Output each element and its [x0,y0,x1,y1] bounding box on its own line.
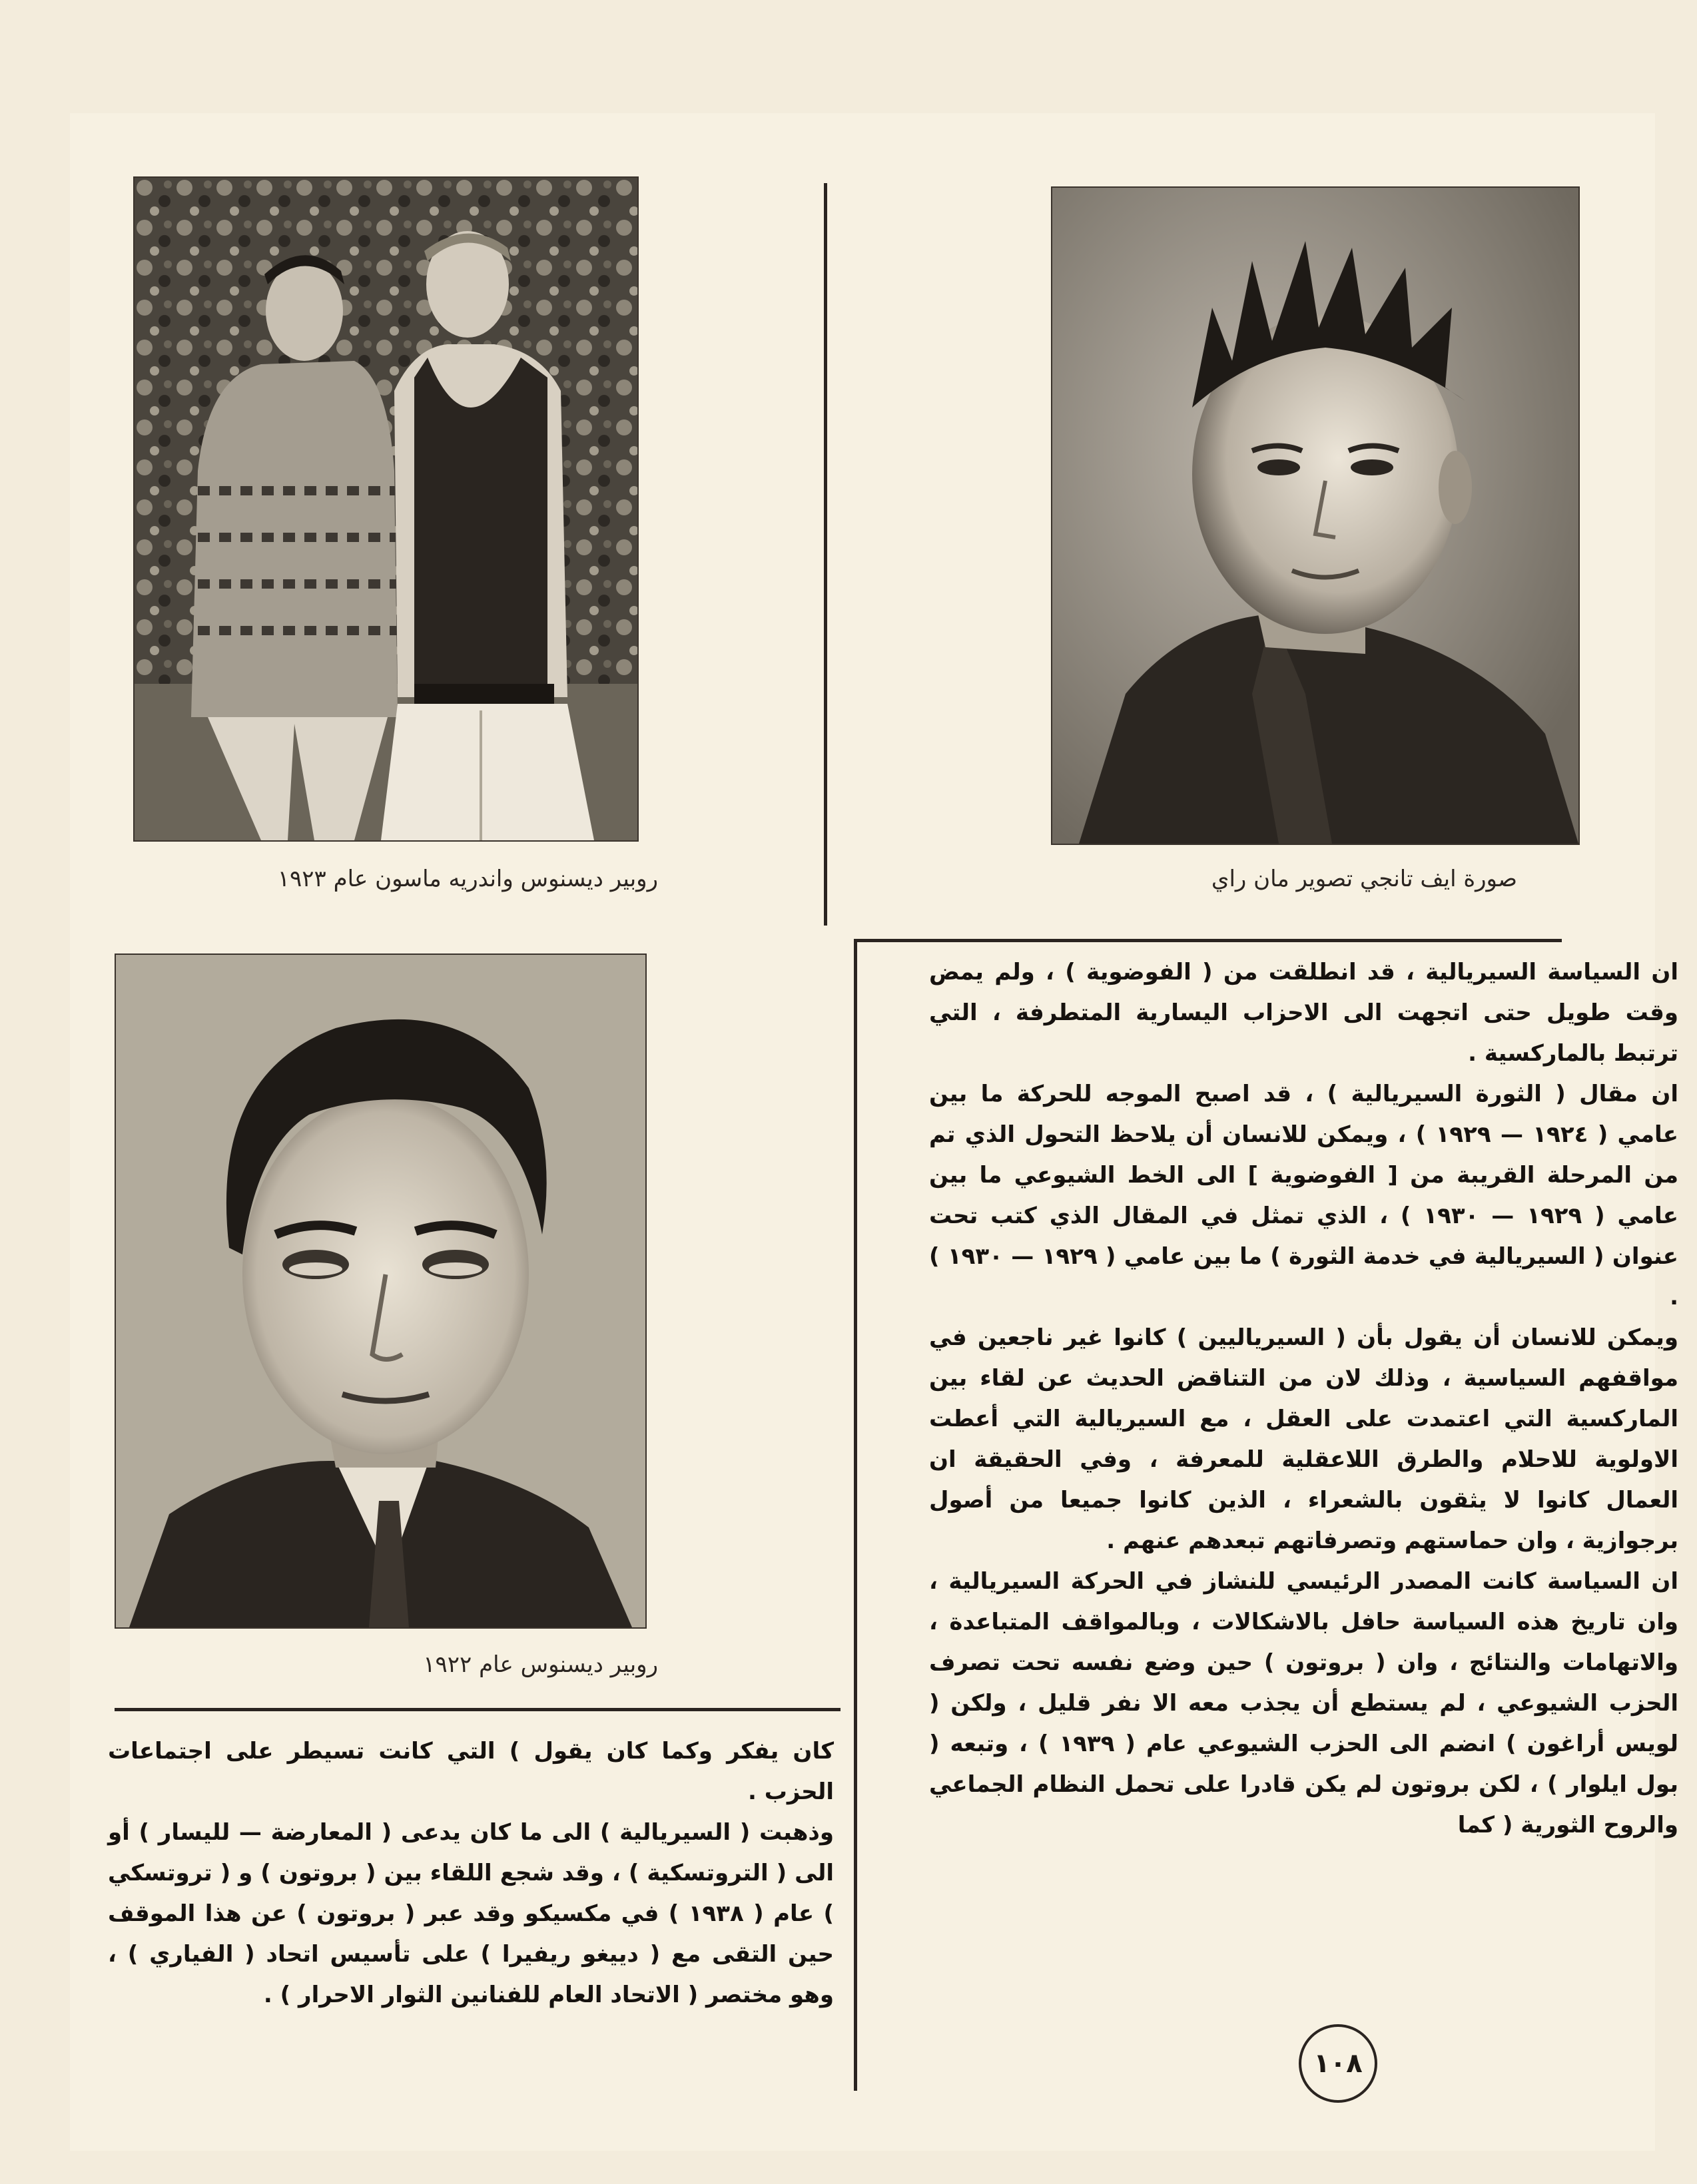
paragraph: وذهبت ( السيريالية ) الى ما كان يدعى ( المعارضة — لليسار ) أو الى ( التروتسكية ) ، وقد شجع اللقاء بين ( بروتون ) و ( تروتسكي ) عام ( ١٩٣٨ ) في مكسيكو وقد عبر ( بروتون ) عن هذا الموقف حين التقى مع ( دييغو ريفيرا ) على تأسيس اتحاد ( الفياري ) ، وهو مختصر ( الاتحاد العام للفنانين الثوار الاحرار ) . [108,1819,835,2008]
photo-desnos-1922-image [116,955,645,1627]
paragraph: ان السياسة كانت المصدر الرئيسي للنشاز في الحركة السيريالية ، وان تاريخ هذه السياسة حافل بالاشكالات ، وبالمواقف المتباعدة ، والاتهامات والنتائج ، وان ( بروتون ) حين وضع نفسه تحت تصرف الحزب الشيوعي ، لم يستطع أن يجذب معه الا نفر قليل ، ولكن ( لويس أراغون ) انضم الى الحزب الشيوعي عام ( ١٩٣٩ ) ، وتبعه ( بول ايلوار ) ، لكن بروتون لم يكن قادرا على تحمل النظام الجماعي والروح الثورية ( كما [929,1568,1678,1838]
caption-tanguy: صورة ايف تانجي تصوير مان راي [1211,866,1517,892]
photo-desnos-masson-image [135,178,637,840]
paragraph: ان السياسة السيريالية ، قد انطلقت من ( الفوضوية ) ، ولم يمض وقت طويل حتى اتجهت الى الاحزاب اليسارية المتطرفة ، التي ترتبط بالماركسية . [929,959,1678,1067]
paragraph: ويمكن للانسان أن يقول بأن ( السيرياليين ) كانوا غير ناجعين في مواقفهم السياسية ، وذلك لان من التناقض الحديث عن لقاء بين الماركسية التي اعتمدت على العقل ، مع السيريالية التي أعطت الاولوية للاحلام والطرق اللاعقلية للمعرفة ، وفي الحقيقة ان العمال كانوا لا يثقون بالشعراء ، الذين كانوا جميعا من أصول برجوازية ، وان حماستهم وتصرفاتهم تبعدهم عنهم . [929,1324,1678,1554]
article-body-right [929,952,1678,1846]
photo-desnos-1922 [115,954,647,1629]
photo-tanguy-image [1052,188,1578,844]
photo-portrait-tanguy [1051,186,1580,845]
photo-desnos-masson [133,176,639,842]
right-column-left-rule [854,939,857,2091]
left-column-top-rule [115,1708,841,1711]
caption-desnos-masson: روبير ديسنوس واندريه ماسون عام ١٩٢٣ [277,866,658,892]
caption-desnos-1922: روبير ديسنوس عام ١٩٢٢ [423,1651,658,1678]
paragraph: ان مقال ( الثورة السيريالية ) ، قد اصبح الموجه للحركة ما بين عامي ( ١٩٢٤ — ١٩٢٩ ) ، ويمكن للانسان أن يلاحظ التحول الذي تم من المرحلة القريبة من [ الفوضوية ] الى الخط الشيوعي ما بين عامي ( ١٩٢٩ — ١٩٣٠ ) ، الذي تمثل في المقال الذي كتب تحت عنوان ( السيريالية في خدمة الثورة ) ما بين عامي ( ١٩٢٩ — ١٩٣٠ ) . [929,1081,1678,1310]
article-body-left [108,1731,834,2016]
right-column-top-rule [854,939,1562,942]
page-number: ١٠٨ [1299,2024,1377,2103]
column-divider-top [824,183,827,926]
paragraph: كان يفكر وكما كان يقول ) التي كانت تسيطر على اجتماعات الحزب . [108,1738,834,1805]
